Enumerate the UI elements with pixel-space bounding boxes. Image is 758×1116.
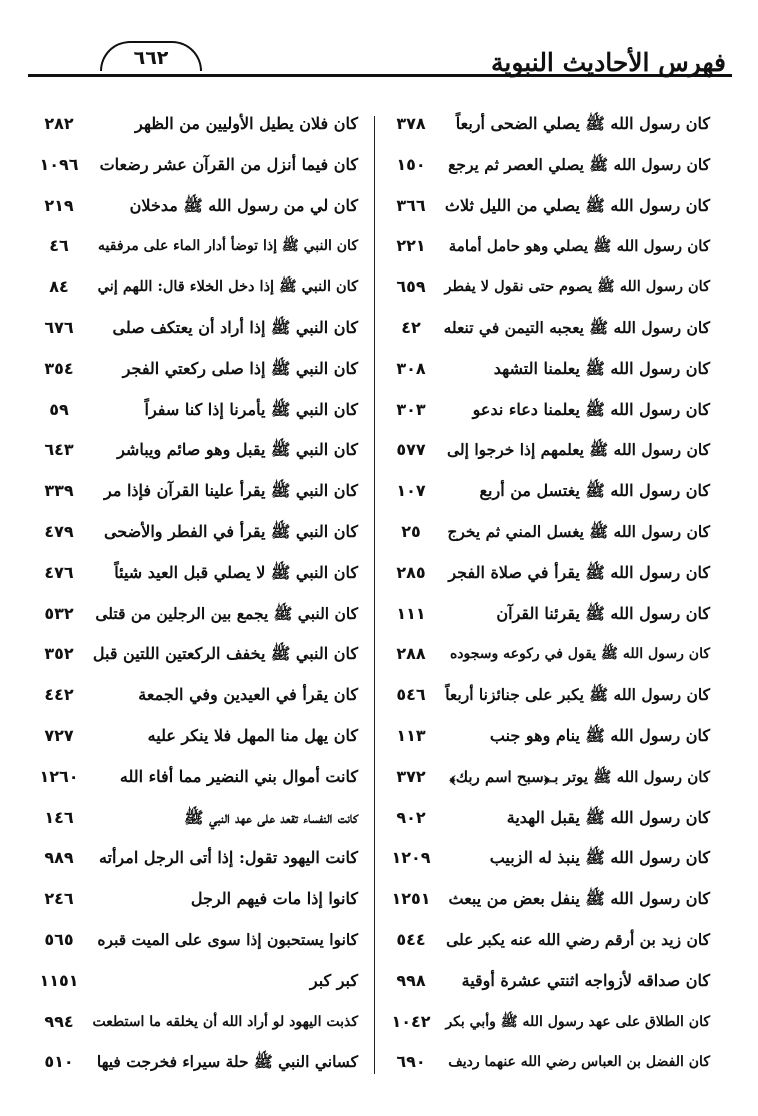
hadith-text: كانت أموال بني النضير مما أفاء الله <box>119 766 358 786</box>
hadith-number: ١٢٦٠ <box>39 766 79 786</box>
hadith-number: ١٠٧ <box>396 481 426 501</box>
left-column <box>28 110 358 1090</box>
index-entry <box>28 314 358 344</box>
hadith-text: كان رسول الله ﷺ ينفل بعض من يبعث <box>448 889 710 909</box>
hadith-number: ٢١٩ <box>44 195 74 215</box>
index-entry <box>380 722 710 752</box>
hadith-text: كان النبي ﷺ يأمرنا إذا كنا سفراً <box>144 399 358 419</box>
hadith-text: كانوا إذا مات فيهم الرجل <box>190 889 358 909</box>
hadith-number: ٣٣٩ <box>44 481 74 501</box>
hadith-text: كان رسول الله ﷺ يكبر على جنائزنا أربعاً <box>445 685 710 705</box>
hadith-text: كان زيد بن أرقم رضي الله عنه يكبر على <box>446 930 710 949</box>
header-rule <box>28 74 732 77</box>
index-entry <box>28 844 358 874</box>
hadith-number: ١٢٠٩ <box>391 848 431 868</box>
hadith-number: ٨٤ <box>49 277 69 297</box>
hadith-number: ١٠٤٢ <box>391 1011 431 1031</box>
hadith-number: ٤٦ <box>49 236 69 256</box>
hadith-text: كذبت اليهود لو أراد الله أن يخلقه ما استطعت <box>92 1013 358 1030</box>
index-entry <box>380 640 710 670</box>
index-entry <box>28 600 358 630</box>
index-entry <box>380 600 710 630</box>
hadith-text: كان النبي ﷺ إذا صلى ركعتي الفجر <box>122 358 358 378</box>
hadith-text: كان رسول الله ﷺ يصوم حتى نقول لا يفطر <box>444 278 710 296</box>
index-entry <box>28 967 358 997</box>
index-entry <box>380 559 710 589</box>
hadith-text: كان رسول الله ﷺ يقرأ في صلاة الفجر <box>448 562 710 582</box>
hadith-text: كان رسول الله ﷺ يصلي وهو حامل أمامة <box>448 237 710 256</box>
hadith-number: ٦٤٣ <box>44 440 74 460</box>
index-entry <box>380 804 710 834</box>
index-entry <box>28 232 358 262</box>
hadith-text: كان النبي ﷺ لا يصلي قبل العيد شيئاً <box>114 562 358 582</box>
hadith-text: كان الطلاق على عهد رسول الله ﷺ وأبي بكر <box>445 1013 710 1030</box>
index-entry <box>380 151 710 181</box>
hadith-number: ٥٩ <box>49 399 69 419</box>
hadith-text: كان النبي ﷺ يقرأ علينا القرآن فإذا مر <box>104 481 358 501</box>
hadith-number: ٧٢٧ <box>44 726 74 745</box>
hadith-number: ١٤٦ <box>44 807 74 827</box>
hadith-text: كان فيما أنزل من القرآن عشر رضعات <box>99 154 358 174</box>
index-entry <box>28 436 358 466</box>
index-entry <box>380 396 710 426</box>
hadith-text: كان رسول الله ﷺ يعلمهم إذا خرجوا إلى <box>446 440 710 460</box>
hadith-number: ٩٨٩ <box>44 848 74 868</box>
index-entry <box>380 355 710 385</box>
hadith-number: ٣٧٢ <box>396 766 426 786</box>
index-entry <box>28 192 358 222</box>
hadith-number: ٣٧٨ <box>396 114 426 133</box>
hadith-number: ٣٥٤ <box>44 358 74 378</box>
index-entry <box>380 1008 710 1038</box>
index-entry <box>380 926 710 956</box>
hadith-number: ٣٠٣ <box>396 399 426 419</box>
index-entry <box>28 396 358 426</box>
hadith-number: ٤٧٩ <box>44 522 74 541</box>
hadith-text: كان لي من رسول الله ﷺ مدخلان <box>129 195 358 215</box>
index-entry <box>28 1008 358 1038</box>
index-entry <box>380 885 710 915</box>
page-header <box>28 36 732 86</box>
index-entry <box>28 559 358 589</box>
hadith-number: ٢٨٨ <box>396 644 426 664</box>
index-entry <box>28 1048 358 1078</box>
index-entry <box>28 885 358 915</box>
page-title: فهرس الأحاديث النبوية <box>490 48 726 77</box>
hadith-number: ٢٥ <box>401 522 421 541</box>
index-entry <box>28 640 358 670</box>
hadith-number: ١٢٥١ <box>391 889 431 909</box>
hadith-text: كان رسول الله ﷺ يقبل الهدية <box>506 807 710 827</box>
index-entry <box>380 1048 710 1078</box>
index-entry <box>380 110 710 140</box>
hadith-text: كان صداقه لأزواجه اثنتي عشرة أوقية <box>461 970 710 990</box>
hadith-text: كان رسول الله ﷺ يعلمنا التشهد <box>493 358 710 378</box>
page-number: ٦٦٢ <box>100 41 202 71</box>
hadith-number: ٢٨٢ <box>44 114 74 133</box>
hadith-text: كان رسول الله ﷺ يصلي الضحى أربعاً <box>455 114 710 133</box>
index-entry <box>380 436 710 466</box>
hadith-number: ٥٦٥ <box>44 930 74 949</box>
hadith-text: كان يقرأ في العيدين وفي الجمعة <box>138 685 358 705</box>
hadith-number: ٢٢١ <box>396 236 426 256</box>
index-entry <box>380 967 710 997</box>
hadith-text: كان رسول الله ﷺ يغسل المني ثم يخرج <box>447 522 710 541</box>
hadith-number: ٥٣٢ <box>44 603 74 623</box>
index-entry <box>28 477 358 507</box>
hadith-text: كساني النبي ﷺ حلة سيراء فخرجت فيها <box>96 1052 358 1072</box>
index-entry <box>380 681 710 711</box>
hadith-number: ٣٠٨ <box>396 358 426 378</box>
hadith-text: كان يهل منا المهل فلا ينكر عليه <box>147 726 358 745</box>
hadith-number: ١١٥١ <box>39 970 79 990</box>
hadith-text: كان رسول الله ﷺ يقرئنا القرآن <box>496 603 710 623</box>
hadith-number: ٩٩٨ <box>396 970 426 990</box>
index-entry <box>28 681 358 711</box>
hadith-number: ٣٥٢ <box>44 644 74 664</box>
hadith-text: كان رسول الله ﷺ يصلي العصر ثم يرجع <box>448 154 710 174</box>
right-column <box>380 110 710 1090</box>
index-entry <box>380 518 710 548</box>
hadith-number: ٢٨٥ <box>396 562 426 582</box>
hadith-text: كان رسول الله ﷺ ينبذ له الزبيب <box>489 848 710 868</box>
index-entry <box>380 763 710 793</box>
index-entry <box>28 518 358 548</box>
index-entry <box>380 273 710 303</box>
hadith-number: ٥٤٤ <box>396 930 426 949</box>
index-entry <box>380 232 710 262</box>
hadith-number: ٥٤٦ <box>396 685 426 705</box>
hadith-text: كان رسول الله ﷺ يغتسل من أربع <box>479 481 710 501</box>
hadith-number: ٤٧٦ <box>44 562 74 582</box>
hadith-number: ٦٥٩ <box>396 277 426 297</box>
index-entry <box>380 844 710 874</box>
hadith-text: كان رسول الله ﷺ يوتر بـ﴿سبح اسم ربك﴾ <box>449 767 710 786</box>
index-entry <box>28 763 358 793</box>
hadith-text: كان رسول الله ﷺ ينام وهو جنب <box>489 726 710 745</box>
index-entry <box>28 273 358 303</box>
index-entry <box>28 926 358 956</box>
hadith-number: ٩٩٤ <box>44 1011 74 1031</box>
hadith-number: ٥٧٧ <box>396 440 426 460</box>
hadith-text: كان الفضل بن العباس رضي الله عنهما رديف <box>448 1054 710 1071</box>
hadith-number: ٦٩٠ <box>396 1052 426 1072</box>
hadith-number: ١٠٩٦ <box>39 154 79 174</box>
hadith-text: كان رسول الله ﷺ يصلي من الليل ثلاث <box>444 195 710 215</box>
hadith-text: كان رسول الله ﷺ يعلمنا دعاء ندعو <box>472 399 710 419</box>
hadith-number: ٥١٠ <box>44 1052 74 1072</box>
index-entry <box>28 151 358 181</box>
hadith-text: كان النبي ﷺ يجمع بين الرجلين من قتلى <box>95 603 358 623</box>
hadith-text: كان النبي ﷺ إذا دخل الخلاء قال: اللهم إني <box>97 278 358 296</box>
hadith-text: كان النبي ﷺ يخفف الركعتين اللتين قبل <box>92 644 358 664</box>
hadith-text: كانت اليهود تقول: إذا أتى الرجل امرأته <box>98 848 358 868</box>
hadith-number: ٦٧٦ <box>44 318 74 337</box>
index-entry <box>28 722 358 752</box>
hadith-text: كان فلان يطيل الأوليين من الظهر <box>135 114 358 133</box>
hadith-number: ١١٣ <box>396 726 426 745</box>
index-entry <box>28 804 358 834</box>
hadith-number: ٩٠٢ <box>396 807 426 827</box>
hadith-number: ٤٤٢ <box>44 685 74 705</box>
hadith-text: كبر كبر <box>309 970 358 990</box>
hadith-text: كان النبي ﷺ إذا أراد أن يعتكف صلى <box>112 318 358 337</box>
hadith-text: كان النبي ﷺ يقرأ في الفطر والأضحى <box>103 522 358 541</box>
hadith-text: كان النبي ﷺ يقبل وهو صائم ويباشر <box>117 440 358 460</box>
index-entry <box>28 110 358 140</box>
hadith-text: كان رسول الله ﷺ يقول في ركوعه وسجوده <box>449 646 710 663</box>
hadith-text: كانت النفساء تقعد على عهد النبي ﷺ <box>184 807 358 827</box>
index-entry <box>380 477 710 507</box>
hadith-text: كانوا يستحبون إذا سوى على الميت قبره <box>97 930 358 949</box>
index-entry <box>28 355 358 385</box>
hadith-number: ٢٤٦ <box>44 889 74 909</box>
index-entry <box>380 314 710 344</box>
hadith-number: ٣٦٦ <box>396 195 426 215</box>
hadith-text: كان رسول الله ﷺ يعجبه التيمن في تنعله <box>443 318 710 337</box>
hadith-number: ٤٢ <box>401 318 421 337</box>
hadith-number: ١٥٠ <box>396 154 426 174</box>
column-divider <box>374 116 375 1074</box>
index-entry <box>380 192 710 222</box>
hadith-text: كان النبي ﷺ إذا توضأ أدار الماء على مرفقيه <box>98 238 358 255</box>
hadith-number: ١١١ <box>396 603 426 623</box>
